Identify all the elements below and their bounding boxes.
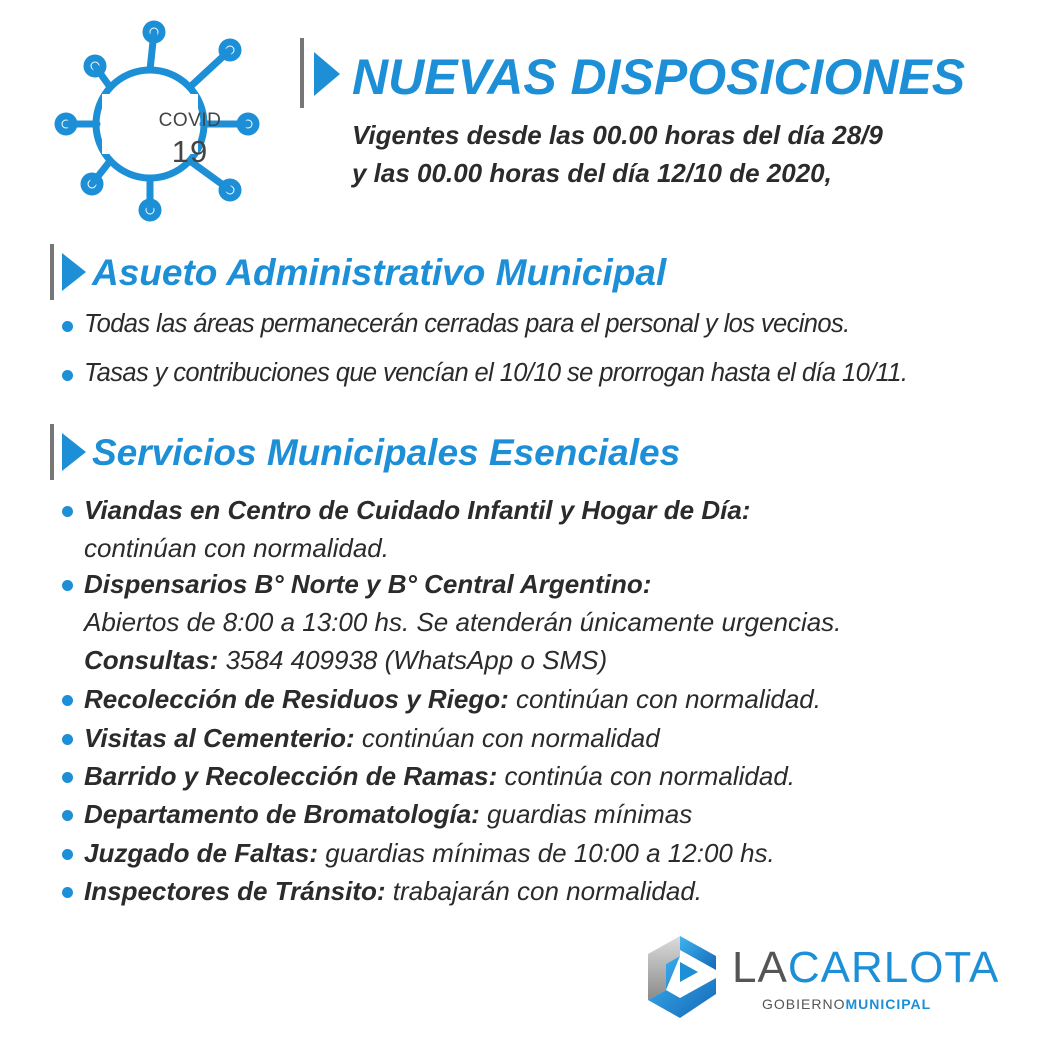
bullet-icon [62, 849, 73, 860]
service-label: Dispensarios B° Norte y B° Central Argentino: [84, 569, 652, 599]
subtitle-line-2: y las 00.00 horas del día 12/10 de 2020, [352, 158, 832, 188]
service-label: Juzgado de Faltas: [84, 838, 319, 868]
bullet-icon [62, 370, 73, 381]
service-label: Viandas en Centro de Cuidado Infantil y Hogar de Día: [84, 495, 751, 525]
bullet-icon [62, 695, 73, 706]
service-item-detail: continúan con normalidad. [84, 533, 389, 563]
service-text: continúan con normalidad [354, 723, 660, 753]
service-text: continúan con normalidad. [508, 684, 821, 714]
bullet-icon [62, 506, 73, 517]
service-item [84, 799, 692, 830]
service-text: guardias mínimas [479, 799, 693, 829]
service-item [84, 569, 651, 600]
service-item-detail: Abiertos de 8:00 a 13:00 hs. Se atenderán únicamente urgencias. [84, 607, 842, 637]
service-label: Visitas al Cementerio: [84, 723, 355, 753]
covid-number: 19 [171, 134, 209, 169]
service-item [84, 495, 750, 526]
service-text: guardias mínimas de 10:00 a 12:00 hs. [318, 838, 775, 868]
service-item [84, 876, 702, 907]
bullet-icon [62, 810, 73, 821]
bullet-icon [62, 887, 73, 898]
section2-title: Servicios Municipales Esenciales [92, 432, 681, 473]
contact-phone: 3584 409938 (WhatsApp o SMS) [218, 645, 608, 675]
subtitle-line-1: Vigentes desde las 00.00 horas del día 28/9 [352, 120, 883, 150]
header-arrow-icon [314, 52, 340, 96]
bullet-icon [62, 734, 73, 745]
service-label: Inspectores de Tránsito: [84, 876, 386, 906]
service-item [84, 723, 660, 754]
service-item [84, 838, 775, 869]
service-text: trabajarán con normalidad. [385, 876, 703, 906]
section1-item: Todas las áreas permanecerán cerradas para el personal y los vecinos. [84, 310, 850, 338]
page-title: NUEVAS DISPOSICIONES [352, 49, 966, 105]
covid-virus-icon [40, 14, 280, 234]
service-label: Barrido y Recolección de Ramas: [84, 761, 498, 791]
section1-title: Asueto Administrativo Municipal [92, 252, 667, 293]
section1-arrow-icon [62, 253, 86, 291]
contact-label: Consultas: [84, 645, 219, 675]
bullet-icon [62, 321, 73, 332]
service-item-contact [84, 645, 607, 676]
bullet-icon [62, 580, 73, 591]
bullet-icon [62, 772, 73, 783]
section1-item: Tasas y contribuciones que vencían el 10/10 se prorrogan hasta el día 10/11. [84, 359, 908, 387]
page-subtitle [352, 116, 883, 192]
logo-name: LACARLOTA [732, 943, 1000, 992]
covid-label: COVID [158, 110, 222, 131]
section1-marker-bar [50, 244, 54, 300]
service-item [84, 684, 821, 715]
section2-marker-bar [50, 424, 54, 480]
logo-subtitle: GOBIERNOMUNICIPAL [762, 996, 932, 1012]
service-item [84, 761, 795, 792]
la-carlota-logo-icon [640, 932, 720, 1022]
service-label: Departamento de Bromatología: [84, 799, 480, 829]
service-label: Recolección de Residuos y Riego: [84, 684, 509, 714]
header-marker-bar [300, 38, 304, 108]
service-text: continúa con normalidad. [497, 761, 796, 791]
section2-arrow-icon [62, 433, 86, 471]
